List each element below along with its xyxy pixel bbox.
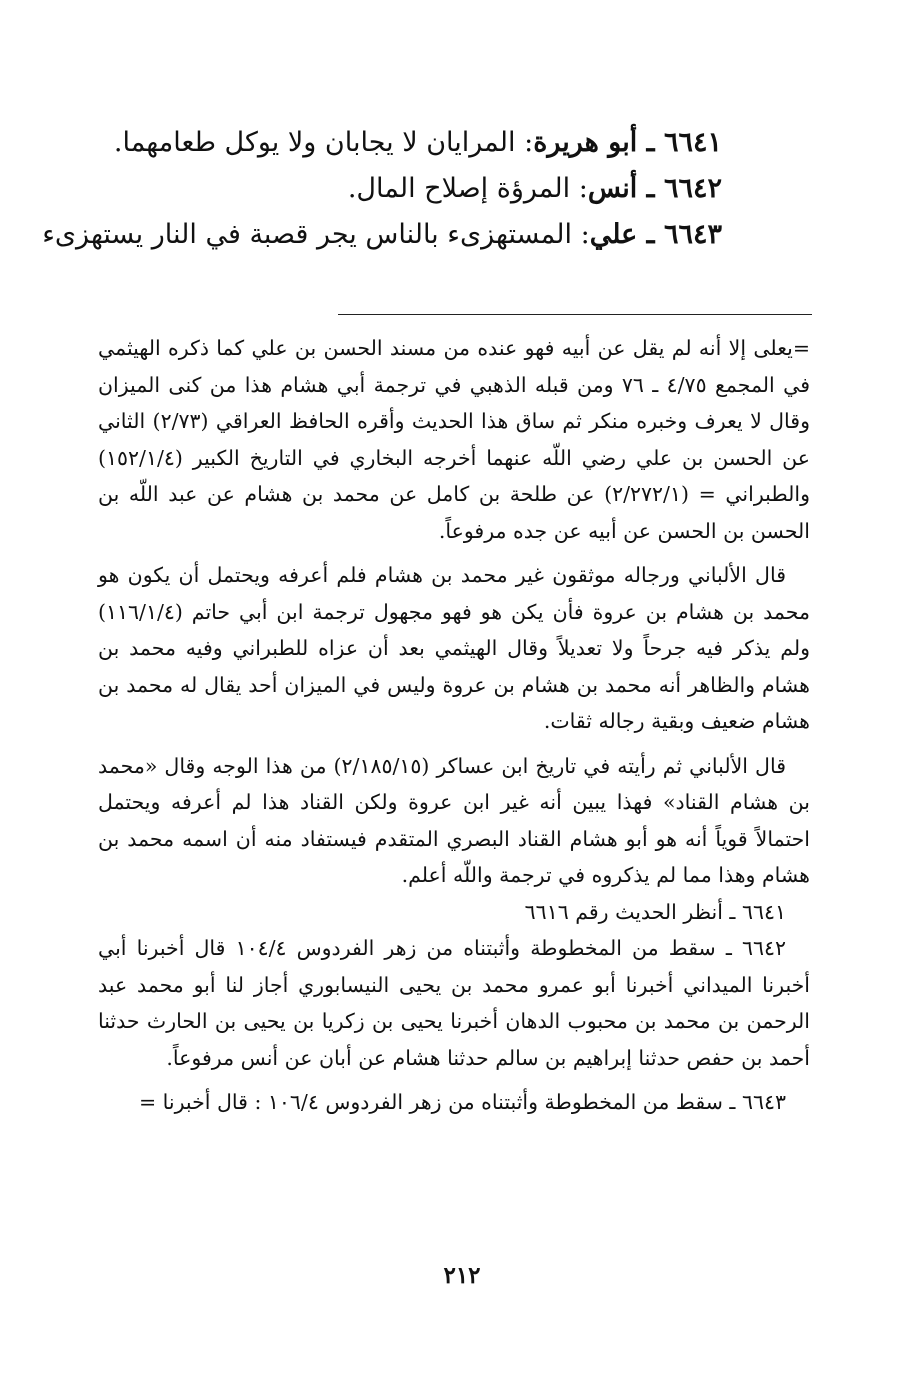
main-text — [42, 127, 722, 266]
entry-number: ٦٦٤٢ — [663, 173, 722, 204]
entry-speaker: أنس — [587, 173, 638, 204]
paragraph-gap — [98, 549, 810, 557]
entry-number: ٦٦٤١ — [663, 127, 722, 158]
entry-separator: ـ — [637, 219, 664, 250]
entry-speaker: أبو هريرة — [533, 127, 638, 158]
entry-number: ٦٦٤٣ — [663, 219, 722, 250]
entry-separator: ـ — [637, 173, 664, 204]
entry-text: : المرؤة إصلاح المال. — [347, 173, 588, 204]
entry-text: : المرايان لا يجابان ولا يوكل طعامهما. — [113, 127, 534, 158]
entry-speaker: علي — [589, 219, 638, 250]
footnote-continuation: =يعلى إلا أنه لم يقل عن أبيه فهو عنده من مسند الحسن بن علي كما ذكره الهيثمي في المجمع ٤/٧٥ ـ ٧٦ ومن قبله الذهبي في ترجمة أبي هشام هذا من كنى الميزان وقال لا يعرف وخبره منكر ثم ساق هذا الحديث وأقره الحافظ العراقي (٢/٧٣) الثاني عن الحسن بن علي رضي اللّه عنهما أخرجه البخاري في التاريخ الكبير (١٥٢/١/٤) والطبراني = (٢/٢٧٢/١) عن طلحة بن كامل عن محمد بن هشام عن عبد اللّه بن الحسن بن الحسن عن أبيه عن جده مرفوعاً. — [98, 336, 810, 543]
footnote-6641: ٦٦٤١ ـ أنظر الحديث رقم ٦٦١٦ — [524, 899, 786, 924]
entry-6643 — [42, 219, 722, 266]
footnotes — [98, 330, 810, 1121]
paragraph-gap — [98, 740, 810, 748]
footnote-albani-comment: قال الألباني ورجاله موثقون غير محمد بن هشام فلم أعرفه ويحتمل أن يكون هو محمد بن هشام بن عروة فأن يكن هو فهو مجهول ترجمة ابن أبي حاتم (١١٦/١/٤) ولم يذكر فيه جرحاً ولا تعديلاً وقال الهيثمي بعد أن عزاه للطبراني وفيه محمد بن هشام والظاهر أنه محمد بن هشام بن عروة وليس في الميزان أحد يقال له محمد بن هشام ضعيف وبقية رجاله ثقات. — [98, 563, 810, 733]
entry-text: : المستهزىء بالناس يجر قصبة في النار يستهزىء — [42, 219, 590, 250]
footnote-albani-followup: قال الألباني ثم رأيته في تاريخ ابن عساكر (٢/١٨٥/١٥) من هذا الوجه وقال «محمد بن هشام القناد» فهذا يبين أنه غير ابن عروة ولكن القناد هذا لم أعرفه ويحتمل احتمالاً قوياً أنه هو أبو هشام القناد البصري المتقدم فيستفاد منه أن اسمه محمد بن هشام وهذا مما لم يذكروه في ترجمة واللّه أعلم. — [98, 753, 810, 887]
footnote-6642: ٦٦٤٢ ـ سقط من المخطوطة وأثبتناه من زهر الفردوس ١٠٤/٤ قال أخبرنا أبي أخبرنا الميداني أخبرنا أبو عمرو محمد بن يحيى النيسابوري أجاز لنا أبو محمد عبد الرحمن بن محمد بن محبوب الدهان أخبرنا يحيى بن زكريا بن يحيى بن الحارث حدثنا أحمد بن حفص حدثنا إبراهيم بن سالم حدثنا هشام عن أبان عن أنس مرفوعاً. — [98, 936, 810, 1070]
footnote-6643: ٦٦٤٣ ـ سقط من المخطوطة وأثبتناه من زهر الفردوس ١٠٦/٤ : قال أخبرنا = — [138, 1090, 786, 1114]
page-number: ٢١٢ — [443, 1262, 481, 1289]
footnote-divider — [338, 314, 812, 315]
entry-separator: ـ — [637, 127, 664, 158]
entry-6642 — [100, 174, 722, 220]
entry-6641 — [100, 128, 722, 174]
paragraph-gap — [98, 1076, 810, 1084]
